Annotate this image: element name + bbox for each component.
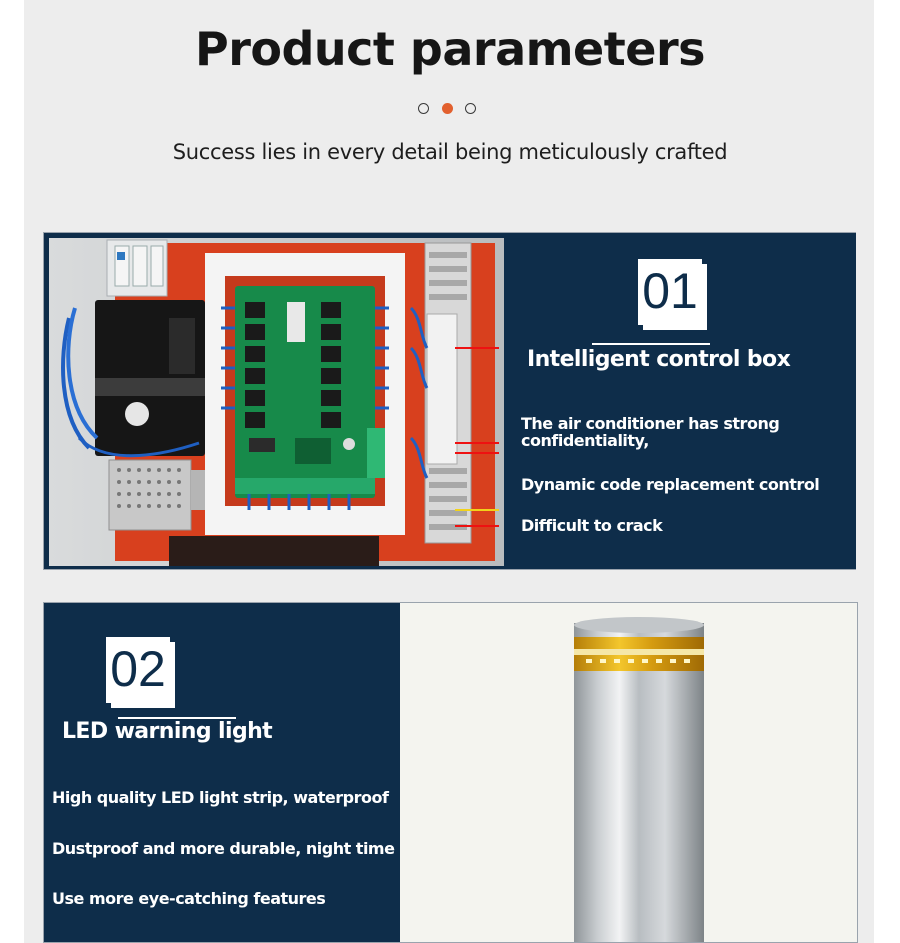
feature-line: The air conditioner has strong confidentiality, [521, 414, 780, 450]
feature-panel-01 [506, 233, 856, 569]
page-title: Product parameters [194, 22, 706, 76]
feature-section-control-box [43, 232, 856, 570]
page-subtitle: Success lies in every detail being meticulously crafted [172, 140, 728, 164]
feature-section-led-light [43, 602, 858, 943]
feature-title: LED warning light [62, 719, 273, 744]
bollard-led-photo [400, 603, 858, 943]
feature-line: Dustproof and more durable, night time [52, 839, 395, 858]
carousel-dots [414, 101, 484, 117]
feature-title: Intelligent control box [527, 347, 791, 372]
title-underline [592, 343, 710, 345]
feature-line: Difficult to crack [521, 516, 663, 535]
feature-number-badge: 01 [638, 259, 702, 325]
feature-line: High quality LED light strip, waterproof [52, 788, 389, 807]
control-box-photo [49, 238, 504, 566]
feature-number-badge: 02 [106, 637, 170, 703]
dot-indicator-active [442, 103, 453, 114]
feature-line: Use more eye-catching features [52, 889, 326, 908]
dot-indicator [418, 103, 429, 114]
dot-indicator [465, 103, 476, 114]
feature-line: Dynamic code replacement control [521, 475, 820, 494]
